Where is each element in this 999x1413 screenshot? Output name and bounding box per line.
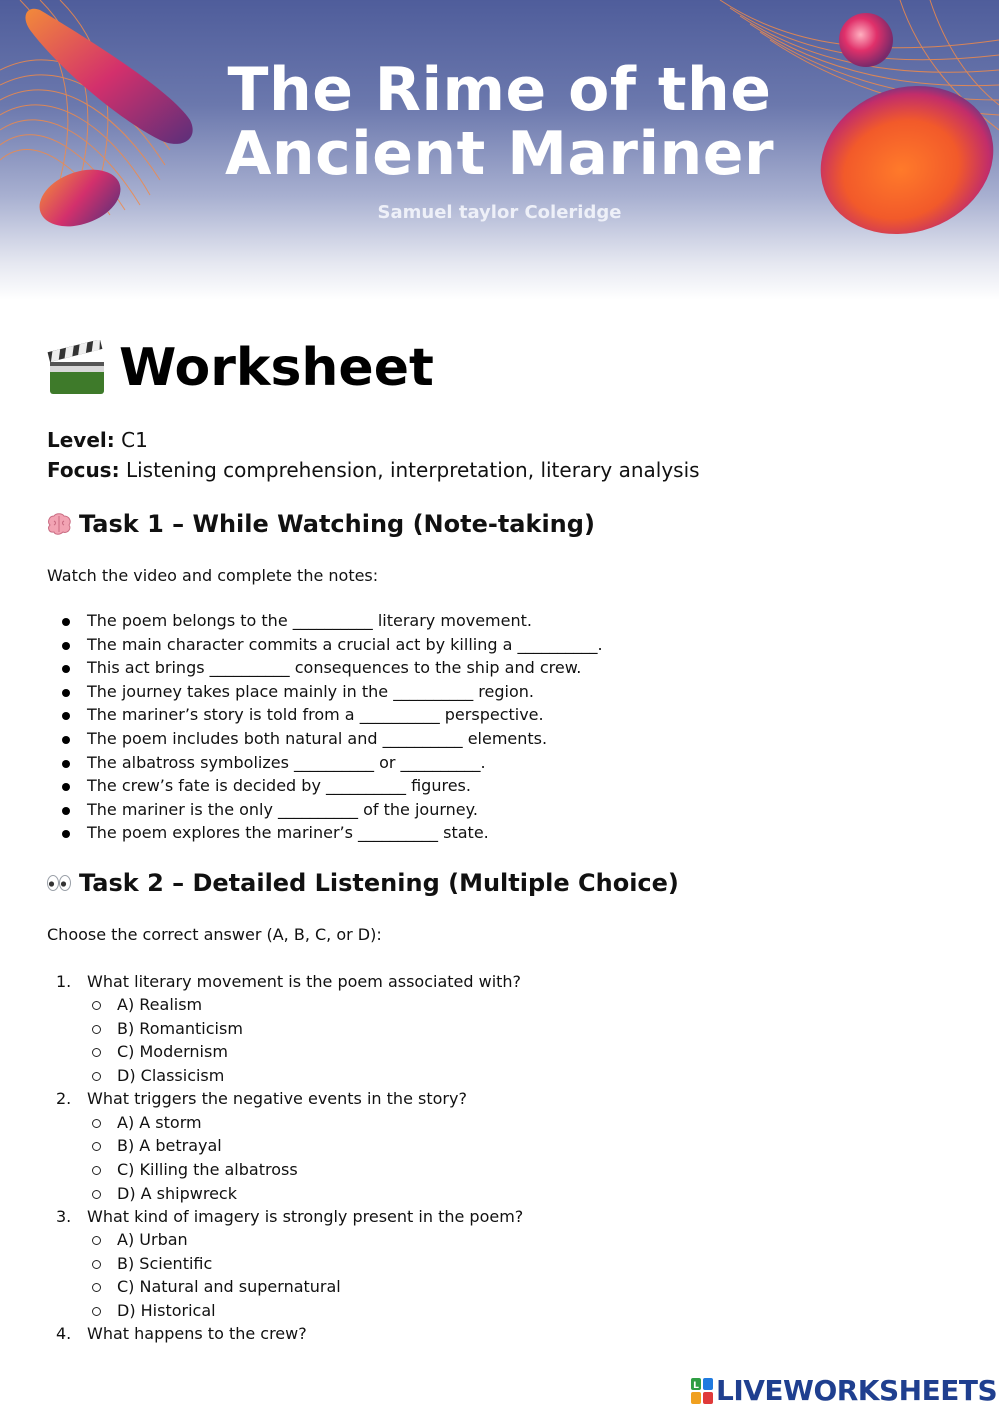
- option-circle-icon: [92, 1190, 101, 1199]
- question-number: 2.: [56, 1089, 72, 1108]
- note-text: This act brings __________ consequences to the ship and crew.: [87, 658, 582, 678]
- question-number: 4.: [56, 1324, 72, 1343]
- list-item: [0, 633, 603, 657]
- worksheet-title: Worksheet: [119, 338, 434, 398]
- option-circle-icon: [92, 1001, 101, 1010]
- question-number: 3.: [56, 1207, 72, 1226]
- option-circle-icon: [92, 1260, 101, 1269]
- bullet: [62, 830, 70, 838]
- brain-icon: [46, 513, 72, 535]
- task2-instruction: Choose the correct answer (A, B, C, or D):: [47, 925, 382, 944]
- worksheet-heading: [47, 336, 434, 400]
- list-item: [0, 821, 603, 845]
- task2-heading-text: Task 2 – Detailed Listening (Multiple Choice): [79, 869, 679, 897]
- task1-heading: [46, 510, 595, 538]
- level-line: [47, 428, 148, 452]
- note-text: The main character commits a crucial act by killing a __________.: [87, 634, 603, 654]
- option-text: C) Modernism: [117, 1042, 228, 1061]
- option-circle-icon: [92, 1283, 101, 1292]
- liveworksheets-blocks-icon: [690, 1377, 714, 1405]
- list-item: [0, 703, 603, 727]
- bullet: [62, 618, 70, 626]
- option-circle-icon: [92, 1166, 101, 1175]
- question-number: 1.: [56, 972, 72, 991]
- focus-value: Listening comprehension, interpretation, literary analysis: [125, 458, 700, 482]
- option-circle-icon: [92, 1119, 101, 1128]
- note-text: The poem explores the mariner’s __________ state.: [87, 823, 489, 843]
- note-text: The poem includes both natural and __________ elements.: [87, 728, 548, 748]
- option-text: C) Natural and supernatural: [117, 1277, 341, 1296]
- bullet: [62, 736, 70, 744]
- focus-label: Focus:: [47, 458, 120, 482]
- bullet: [62, 783, 70, 791]
- question-text: What happens to the crew?: [87, 1324, 307, 1343]
- question-text: What kind of imagery is strongly present in the poem?: [87, 1207, 524, 1226]
- bullet: [62, 712, 70, 720]
- list-item: [0, 798, 603, 822]
- banner-author: Samuel taylor Coleridge: [377, 202, 622, 223]
- option-text: D) Historical: [117, 1301, 216, 1320]
- option-text: D) Classicism: [117, 1066, 225, 1085]
- option-text: D) A shipwreck: [117, 1184, 237, 1203]
- banner-title-line1: The Rime of the: [227, 55, 772, 125]
- option-text: A) Realism: [117, 995, 203, 1014]
- note-text: The albatross symbolizes __________ or __________.: [87, 752, 486, 772]
- option-text: C) Killing the albatross: [117, 1160, 298, 1179]
- clapperboard-icon: [47, 340, 107, 396]
- option-text: B) Romanticism: [117, 1019, 243, 1038]
- option-text: B) Scientific: [117, 1254, 213, 1273]
- list-item: [0, 751, 603, 775]
- list-item: [0, 680, 603, 704]
- liveworksheets-brand: LIVEWORKSHEETS: [716, 1374, 998, 1407]
- task1-notes-list: [0, 609, 603, 845]
- option-circle-icon: [92, 1236, 101, 1245]
- banner-title: [0, 55, 999, 189]
- option-text: A) Urban: [117, 1230, 188, 1249]
- option-text: B) A betrayal: [117, 1136, 222, 1155]
- bullet: [62, 807, 70, 815]
- option-circle-icon: [92, 1142, 101, 1151]
- list-item: [0, 774, 603, 798]
- task1-heading-text: Task 1 – While Watching (Note-taking): [79, 510, 595, 538]
- bullet: [62, 760, 70, 768]
- header-banner: [0, 0, 999, 300]
- question-text: What literary movement is the poem associated with?: [87, 972, 522, 991]
- task2-heading: [46, 869, 679, 897]
- note-text: The mariner is the only __________ of the journey.: [87, 799, 478, 819]
- list-item: [0, 656, 603, 680]
- task1-instruction: Watch the video and complete the notes:: [47, 566, 379, 585]
- option-circle-icon: [92, 1048, 101, 1057]
- level-value: C1: [121, 428, 148, 452]
- bullet: [62, 689, 70, 697]
- option-circle-icon: [92, 1072, 101, 1081]
- list-item: [0, 727, 603, 751]
- list-item: [0, 609, 603, 633]
- eyes-icon: [46, 872, 72, 894]
- bullet: [62, 642, 70, 650]
- option-circle-icon: [92, 1025, 101, 1034]
- bullet: [62, 665, 70, 673]
- banner-title-line2: Ancient Mariner: [224, 119, 775, 189]
- liveworksheets-logo[interactable]: [690, 1374, 997, 1407]
- question-text: What triggers the negative events in the story?: [87, 1089, 467, 1108]
- note-text: The crew’s fate is decided by __________ figures.: [87, 776, 471, 796]
- note-text: The journey takes place mainly in the __________ region.: [87, 681, 534, 701]
- focus-line: [47, 458, 700, 482]
- option-text: A) A storm: [117, 1113, 202, 1132]
- note-text: The poem belongs to the __________ literary movement.: [87, 611, 532, 630]
- option-circle-icon: [92, 1307, 101, 1316]
- level-label: Level:: [47, 428, 115, 452]
- note-text: The mariner’s story is told from a __________ perspective.: [87, 705, 544, 725]
- blocks-letter: L: [693, 1380, 699, 1391]
